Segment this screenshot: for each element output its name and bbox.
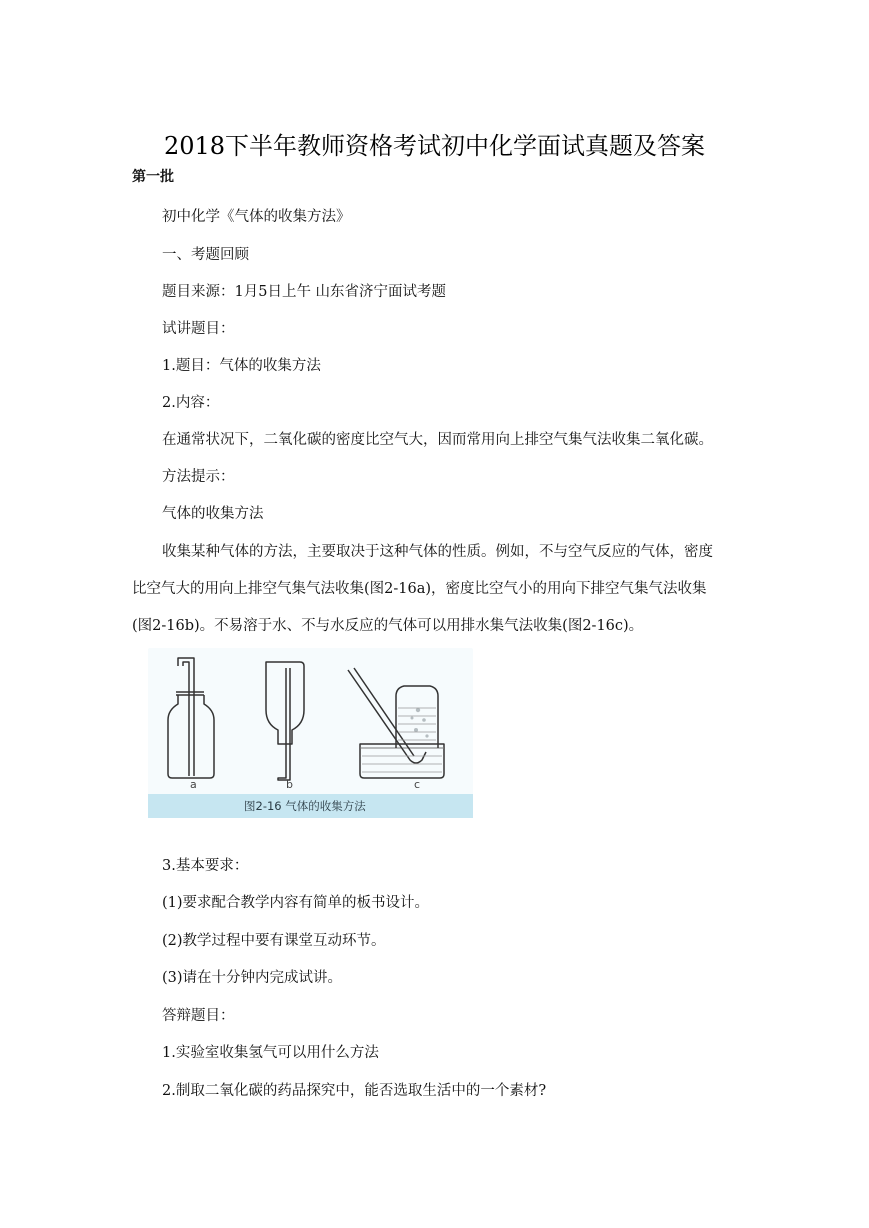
delivery-tube-b [278,668,290,780]
section-heading: 第一批 [132,169,174,185]
bottle-b [266,662,304,744]
stopper-a [176,692,204,695]
requirements-heading: 3.基本要求： [162,858,249,874]
method-subheading: 气体的收集方法 [162,506,264,522]
label-b: b [286,778,293,791]
caption-band [148,794,473,818]
figure-caption: 图2-16 气体的收集方法 [244,799,366,813]
apparatus-diagram [148,648,473,794]
requirement-3: (3)请在十分钟内完成试讲。 [162,970,343,986]
paragraph-line-1: 收集某种气体的方法，主要取决于这种气体的性质。例如，不与空气反应的气体，密度 [162,544,713,560]
label-c: c [414,778,421,791]
delivery-tube-a [178,658,194,776]
defense-question-2: 2.制取二氧化碳的药品探究中，能否选取生活中的一个素材? [162,1083,547,1099]
content-label: 2.内容： [162,395,220,411]
question-source: 题目来源：1月5日上午 山东省济宁面试考题 [162,284,447,300]
bottle-a [168,695,214,778]
requirement-2: (2)教学过程中要有课堂互动环节。 [162,933,386,949]
requirement-1: (1)要求配合教学内容有简单的板书设计。 [162,895,430,911]
method-hint-label: 方法提示： [162,469,235,485]
paragraph-line-3: (图2-16b)。不易溶于水、不与水反应的气体可以用排水集气法收集(图2-16c)。 [132,618,644,634]
lesson-title: 初中化学《气体的收集方法》 [162,209,351,225]
defense-question-1: 1.实验室收集氢气可以用什么方法 [162,1045,379,1061]
topic-line: 1.题目：气体的收集方法 [162,358,321,374]
lecture-topic-label: 试讲题目： [162,321,235,337]
review-heading: 一、考题回顾 [162,247,249,263]
content-text: 在通常状况下，二氧化碳的密度比空气大，因而常用向上排空气集气法收集二氧化碳。 [162,432,713,448]
defense-heading: 答辩题目： [162,1008,235,1024]
label-a: a [190,778,197,791]
page-title: 2018下半年教师资格考试初中化学面试真题及答案 [163,132,706,160]
paragraph-line-2: 比空气大的用向上排空气集气法收集(图2-16a)，密度比空气小的用向下排空气集气法收集 [132,581,707,597]
gas-collection-figure [148,648,473,818]
